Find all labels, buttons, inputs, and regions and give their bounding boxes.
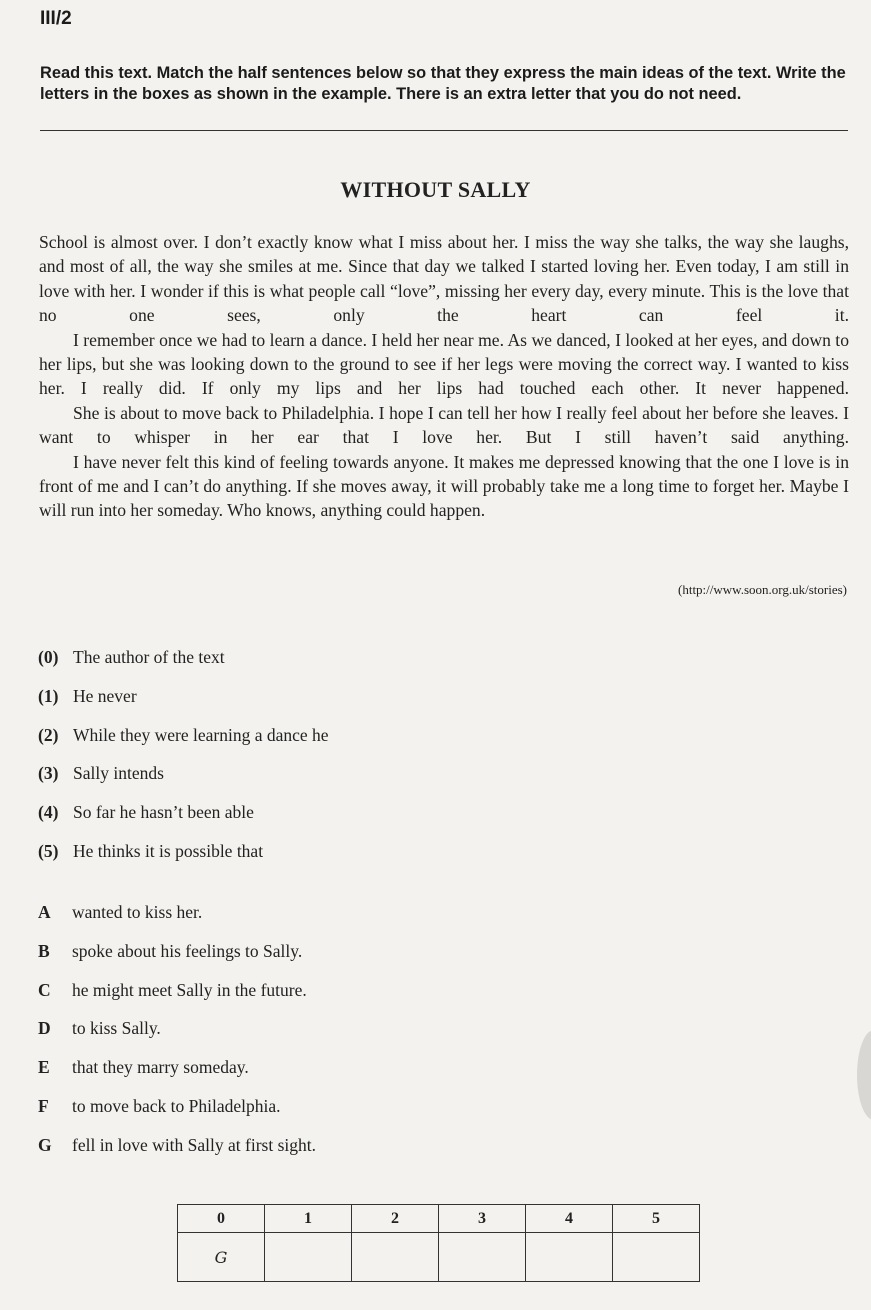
sentence-ending-item [38,1135,316,1174]
item-text: to kiss Sally. [72,1018,161,1039]
answer-grid-header: 5 [613,1205,700,1233]
item-text: The author of the text [73,647,225,667]
item-text: He thinks it is possible that [73,840,264,861]
article-paragraph-2: I remember once we had to learn a dance. I held her near me. As we danced, I looked at her eyes, and down to her lips, but she was looking down to the ground to see if her legs were moving the correct way. I wanted to kiss her. I really did. If only my lips and her lips had touched each other. It never happened. [39,329,849,399]
task-number: III/2 [40,8,72,29]
item-letter: A [38,902,51,922]
item-text: While they were learning a dance he [73,724,329,745]
answer-grid-header: 3 [439,1205,526,1233]
item-number: (3) [38,763,59,784]
sentence-start-item [38,647,329,686]
sentence-ending-item [38,1096,316,1135]
item-letter: E [38,1057,50,1078]
item-number: (4) [38,802,59,823]
item-text: to move back to Philadelphia. [72,1095,281,1116]
answer-grid [177,1204,700,1282]
answer-grid-header: 2 [352,1205,439,1233]
item-text: spoke about his feelings to Sally. [72,940,303,961]
sentence-ending-item [38,941,316,980]
item-letter: G [38,1134,52,1155]
item-number: (1) [38,685,59,706]
answer-grid-header: 0 [178,1205,265,1233]
item-text: that they marry someday. [72,1057,249,1078]
sentence-start-item [38,841,329,880]
item-number: (5) [38,840,59,861]
answer-box-3[interactable] [439,1233,526,1282]
item-text: wanted to kiss her. [72,902,203,922]
sentence-start-item [38,763,329,802]
sentence-ending-item [38,1018,316,1057]
item-text: he might meet Sally in the future. [72,979,307,1000]
item-text: So far he hasn’t been able [73,802,254,823]
article-paragraph-3: She is about to move back to Philadelphia. I hope I can tell her how I really feel about her before she leaves. I want to whisper in her ear that I love her. But I still haven’t said anything. [39,402,849,448]
sentence-ending-item [38,980,316,1019]
item-text: He never [73,685,137,706]
answer-grid-header-row [178,1205,700,1233]
answer-grid-header: 4 [526,1205,613,1233]
article-source: (http://www.soon.org.uk/stories) [678,582,847,597]
answer-grid-answer-row [178,1233,700,1282]
sentence-start-item [38,802,329,841]
sentence-ending-item [38,902,316,941]
task-instructions: Read this text. Match the half sentences below so that they express the main ideas of the text. Write the letters in the boxes as shown in the example. There is an extra letter that you do not need. [40,64,846,103]
article-body [39,230,849,523]
sentence-ending-item [38,1057,316,1096]
item-letter: D [38,1018,51,1039]
sentence-endings-list [38,902,316,1174]
divider-line [40,130,848,131]
sentence-starts-list [38,647,329,880]
answer-box-0: G [178,1233,265,1282]
item-number: (0) [38,647,59,667]
item-letter: C [38,979,51,1000]
answer-box-1[interactable] [265,1233,352,1282]
answer-grid-header: 1 [265,1205,352,1233]
article-paragraph-4: I have never felt this kind of feeling towards anyone. It makes me depressed knowing that the one I love is in front of me and I can’t do anything. If she moves away, it will probably take me a long time to forget her. Maybe I will run into her someday. Who knows, anything could happen. [39,451,849,521]
article-title: WITHOUT SALLY [340,177,531,202]
sentence-start-item [38,686,329,725]
sentence-start-item [38,725,329,764]
answer-box-2[interactable] [352,1233,439,1282]
item-letter: F [38,1095,49,1116]
article-paragraph-1: School is almost over. I don’t exactly know what I miss about her. I miss the way she talks, the way she laughs, and most of all, the way she smiles at me. Since that day we talked I started loving her. Even today, I am still in love with her. I wonder if this is what people call “love”, missing her every day, every minute. This is the love that no one sees, only the heart can feel it. [39,232,849,326]
answer-box-4[interactable] [526,1233,613,1282]
answer-box-5[interactable] [613,1233,700,1282]
item-text: fell in love with Sally at first sight. [72,1134,317,1155]
item-text: Sally intends [73,763,164,784]
item-letter: B [38,940,50,961]
page-curl-shadow [857,1030,871,1120]
item-number: (2) [38,724,59,745]
